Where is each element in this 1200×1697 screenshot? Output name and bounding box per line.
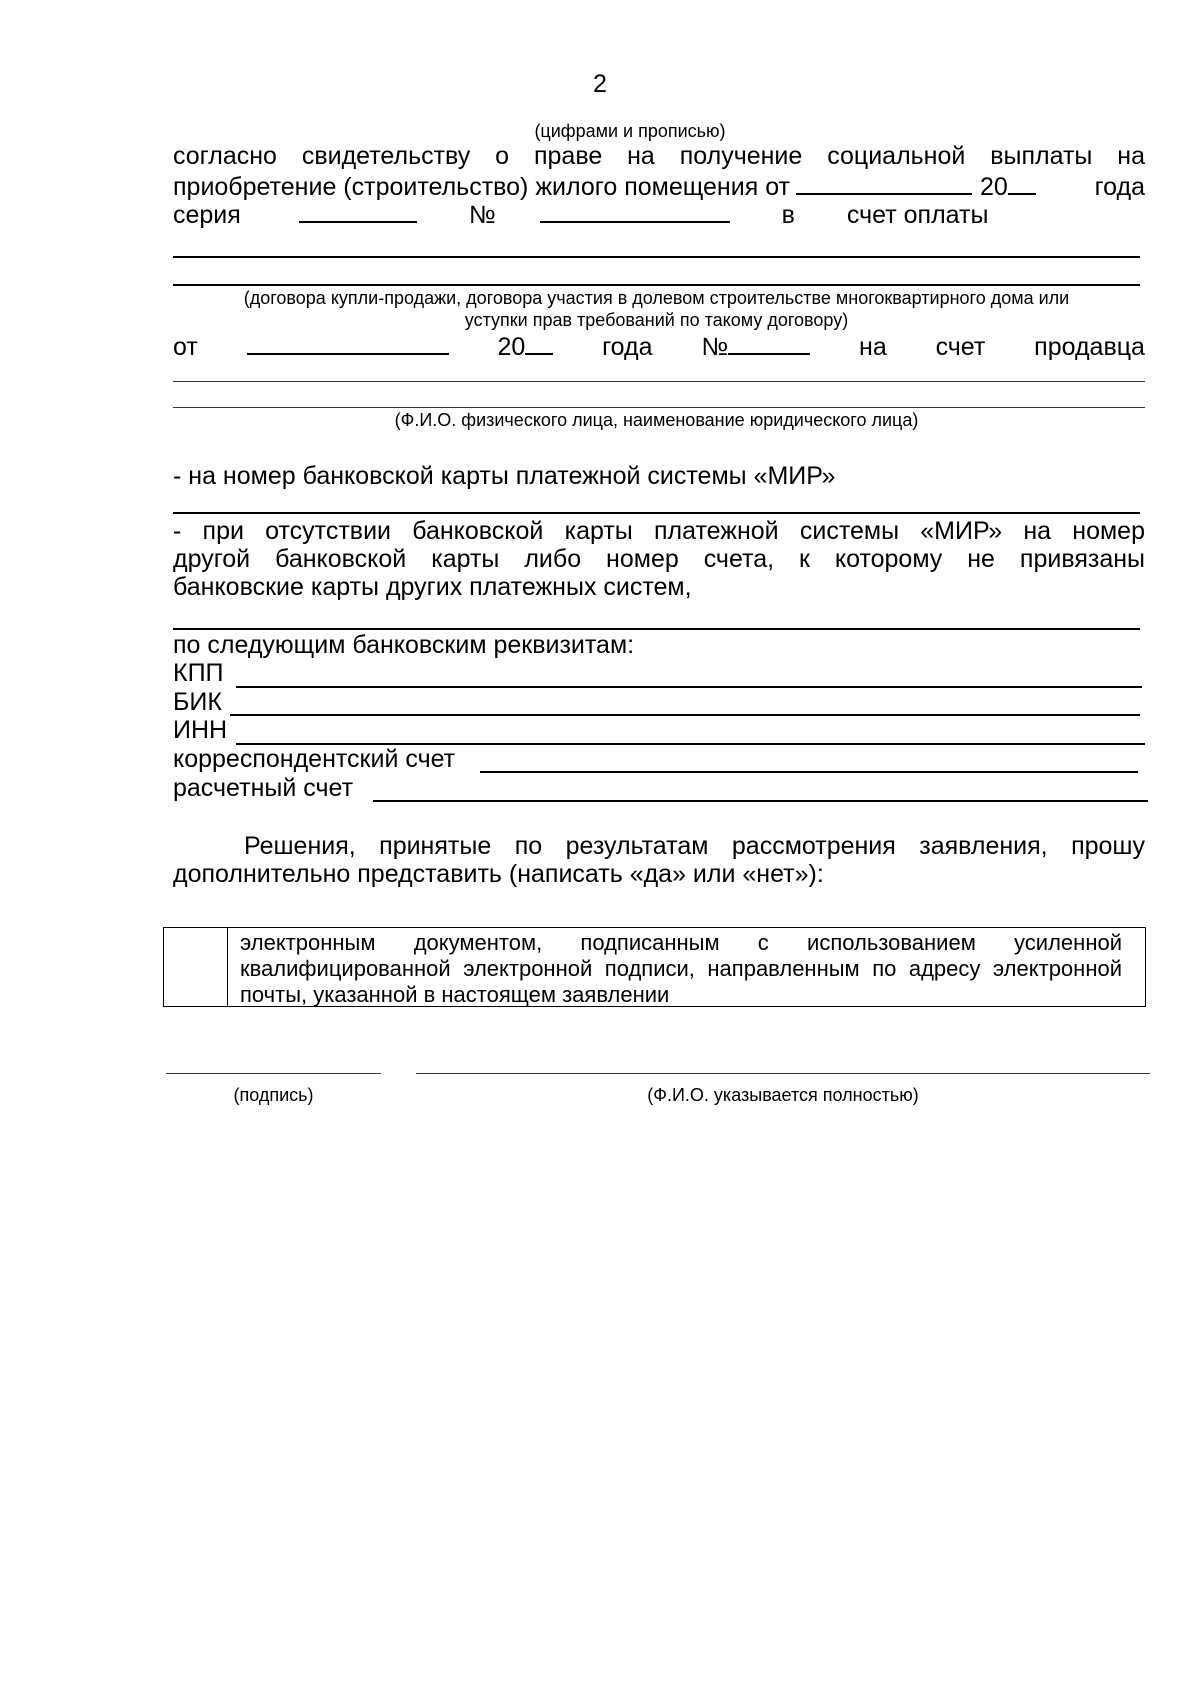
account-label: счет (935, 333, 986, 361)
delivery-option-text: электронным документом, подписанным с использованием усиленной квалифицированной электронной подписи, направленным по адресу электронной почты, указанной в настоящем заявлении (240, 930, 1122, 1007)
contract-field-line-1[interactable] (173, 256, 1140, 258)
corr-account-field[interactable] (480, 771, 1138, 773)
other-card-line-2: другой банковской карты либо номер счета, к которому не привязаны (173, 545, 1145, 573)
date-field[interactable] (796, 171, 972, 195)
series-label: серия (173, 201, 241, 229)
delivery-option-answer-cell[interactable] (164, 928, 228, 1006)
signature-field[interactable] (166, 1073, 381, 1074)
contract-number-field[interactable] (728, 331, 810, 355)
certificate-line-2-text: приобретение (строительство) жилого помещения от (173, 173, 790, 201)
number-field[interactable] (540, 199, 730, 223)
seller-label: продавца (1034, 333, 1145, 361)
contract-year-field[interactable] (525, 331, 553, 355)
certificate-line-3 (173, 199, 1003, 230)
seller-field-line-1[interactable] (173, 381, 1145, 382)
settlement-account-field[interactable] (373, 800, 1148, 802)
certificate-line-1: согласно свидетельству о праве на получение социальной выплаты на (173, 142, 1145, 170)
series-field[interactable] (299, 199, 417, 223)
contract-year: 20 (497, 331, 553, 362)
number-sign: № (468, 201, 496, 229)
full-name-field[interactable] (416, 1073, 1150, 1074)
contract-caption-2: уступки прав требований по такому договору) (464, 310, 849, 330)
year-field[interactable] (1008, 171, 1036, 195)
contract-date-line (173, 331, 1145, 362)
certificate-line-2 (173, 171, 1145, 202)
to-label: на (859, 333, 887, 361)
kpp-field[interactable] (236, 686, 1142, 688)
year-word: года (1094, 173, 1145, 201)
contract-year-word: года (602, 333, 653, 361)
payment-label: счет оплаты (846, 201, 989, 229)
delivery-option-table (163, 927, 1146, 1007)
seller-caption: (Ф.И.О. физического лица, наименование юридического лица) (394, 410, 919, 430)
other-card-line-1: - при отсутствии банковской карты платежной системы «МИР» на номер (173, 517, 1145, 545)
signature-caption: (подпись) (233, 1085, 314, 1105)
mir-card-field[interactable] (173, 512, 1140, 514)
settlement-account-label: расчетный счет (173, 774, 354, 802)
other-card-line-3: банковские карты других платежных систем, (173, 573, 692, 601)
in-label: в (781, 201, 795, 229)
caption-digits: (цифрами и прописью) (534, 121, 726, 141)
mir-card-label: - на номер банковской карты платежной системы «МИР» (173, 462, 836, 490)
bik-field[interactable] (230, 714, 1140, 716)
contract-date-field[interactable] (247, 331, 449, 355)
contract-field-line-2[interactable] (173, 284, 1140, 286)
kpp-label: КПП (173, 659, 224, 687)
seller-field-line-2[interactable] (173, 407, 1145, 408)
inn-label: ИНН (173, 716, 228, 744)
other-card-field[interactable] (173, 628, 1140, 630)
contract-caption-1: (договора купли-продажи, договора участия в долевом строительстве многоквартирного дома или (243, 288, 1070, 308)
decisions-line-1: Решения, принятые по результатам рассмотрения заявления, прошу (244, 832, 1145, 860)
bank-details-heading: по следующим банковским реквизитам: (173, 631, 635, 659)
corr-account-label: корреспондентский счет (173, 745, 456, 773)
contract-number: № (701, 331, 810, 362)
from-label: от (173, 333, 198, 361)
page-number: 2 (593, 70, 607, 98)
bik-label: БИК (173, 688, 222, 716)
year-prefix: 20 (980, 173, 1008, 201)
full-name-caption: (Ф.И.О. указывается полностью) (647, 1085, 919, 1105)
decisions-line-2: дополнительно представить (написать «да» или «нет»): (173, 860, 824, 888)
